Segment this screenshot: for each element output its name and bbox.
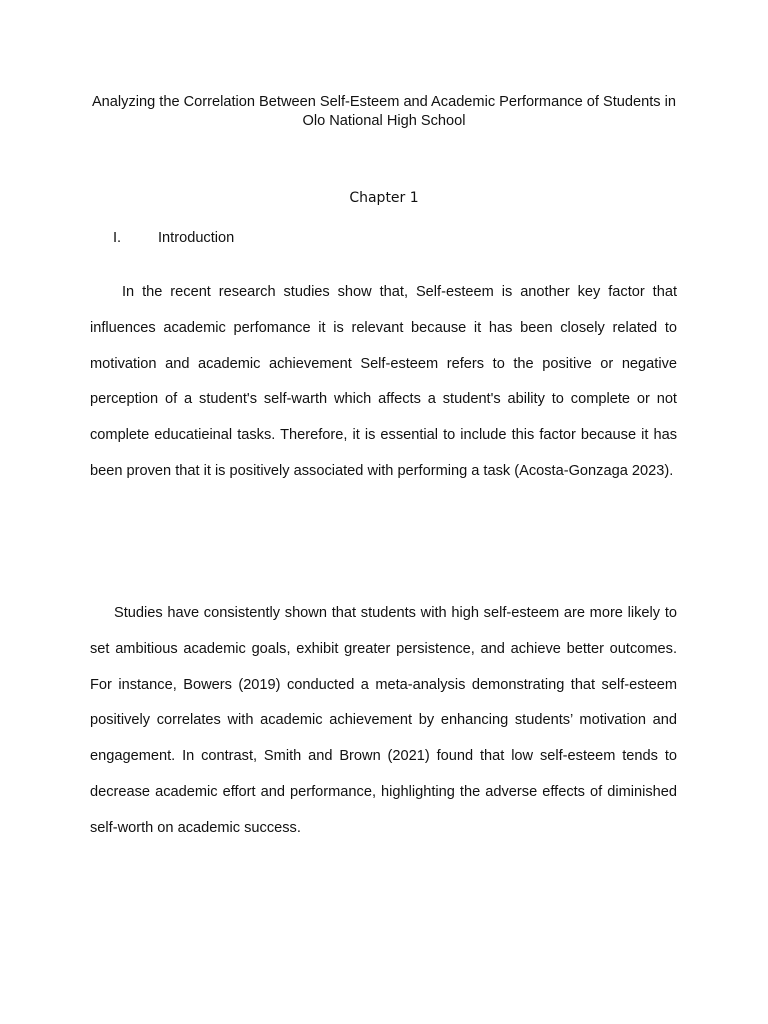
paragraph-intro-2: Studies have consistently shown that students with high self-esteem are more likely to set ambitious academic goals, exhibit greater persistence, and achieve better outcomes. For instance, Bowers (2019) conducted a meta-analysis demonstrating that self-esteem positively correlates with academic achievement by enhancing students’ motivation and engagement. In contrast, Smith and Brown (2021) found that low self-esteem tends to decrease academic effort and performance, highlighting the adverse effects of diminished self-worth on academic success.	[90, 605, 677, 836]
chapter-heading: Chapter 1	[349, 190, 419, 206]
paragraph-intro-1: In the recent research studies show that, Self-esteem is another key factor that influences academic perfomance it is relevant because it has been closely related to motivation and academic achievement Self-esteem refers to the positive or negative perception of a student's self-warth which affects a student's ability to complete or not complete educatieinal tasks. Therefore, it is essential to include this factor because it has been proven that it is positively associated with performing a task (Acosta-Gonzaga 2023).	[90, 284, 677, 479]
section-heading	[113, 229, 234, 248]
document-title: Analyzing the Correlation Between Self-Esteem and Academic Performance of Students in Olo National High School	[91, 94, 677, 129]
section-numeral: I.	[113, 230, 122, 246]
section-title: Introduction	[158, 230, 235, 246]
